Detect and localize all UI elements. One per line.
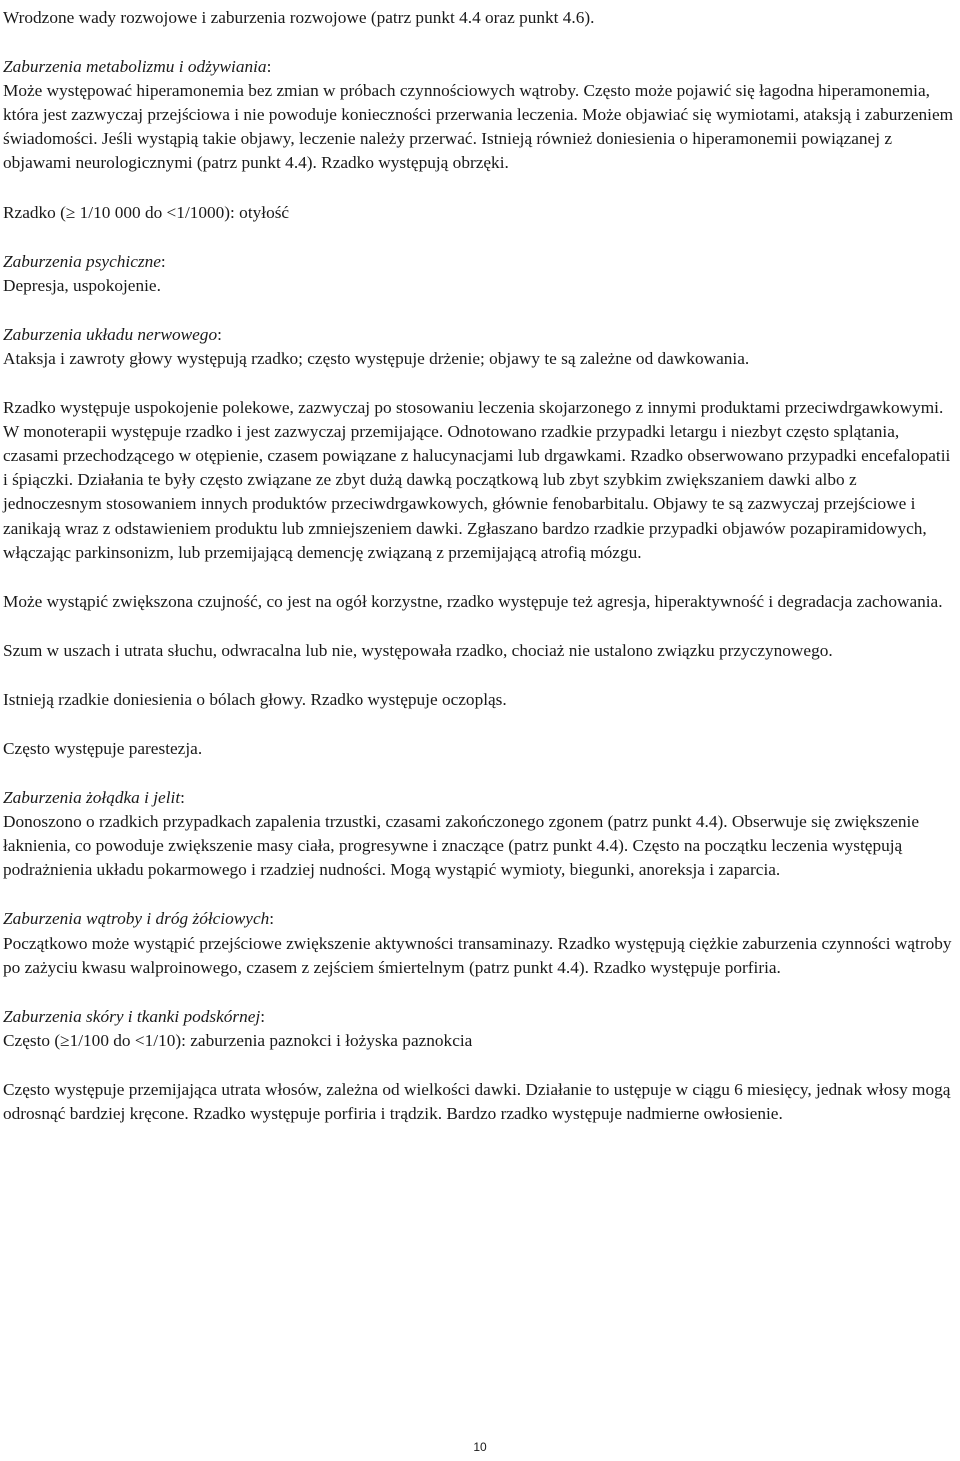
paragraph: Rzadko występuje uspokojenie polekowe, zazwyczaj po stosowaniu leczenia skojarzonego z innymi produktami przeciwdrgawkowymi. W monoterapii występuje rzadko i jest zazwyczaj przemijające. Odnotowano rzadkie przypadki letargu i niezbyt często splątania, czasami przechodzącego w otępienie, czasem powiązane z halucynacjami lub drgawkami. Rzadko obserwowano przypadki encefalopatii i śpiączki. Działania te były często związane ze zbyt dużą dawką początkową lub zbyt szybkim zwiększaniem dawki albo z jednoczesnym stosowaniem innych produktów przeciwdrgawkowych, głównie fenobarbitalu. Objawy te są zazwyczaj przejściowe i zanikają wraz z odstawieniem produktu lub zmniejszeniem dawki. Zgłaszano bardzo rzadkie przypadki objawów pozapiramidowych, włączając parkinsonizm, lub przemijającą demencję związaną z przemijającą atrofią mózgu. [3, 398, 951, 562]
heading-suffix: : [160, 251, 166, 271]
paragraph: Rzadko (≥ 1/10 000 do <1/1000): otyłość [3, 202, 290, 222]
section-heading [3, 907, 959, 931]
paragraph: Często występuje parestezja. [3, 738, 203, 758]
heading-suffix: : [217, 324, 222, 344]
section-gastro [3, 786, 959, 882]
heading-text: Zaburzenia żołądka i jelit [3, 788, 181, 808]
document-body [3, 6, 959, 1126]
section-heading [3, 1005, 959, 1029]
section-heading [3, 250, 959, 274]
paragraph: Często (≥1/100 do <1/10): zaburzenia paznokci i łożyska paznokcia [3, 1030, 473, 1050]
heading-text: Zaburzenia psychiczne [3, 251, 161, 271]
heading-suffix: : [269, 909, 275, 929]
top-line: Wrodzone wady rozwojowe i zaburzenia rozwojowe (patrz punkt 4.4 oraz punkt 4.6). [3, 8, 595, 27]
paragraph: Może występować hiperamonemia bez zmian w próbach czynnościowych wątroby. Często może pojawić się łagodna hiperamonemia, która jest zazwyczaj przejściowa i nie powoduje konieczności przerwania leczenia. Może objawiać się wymiotami, ataksją i zaburzeniem świadomości. Jeśli wystąpią takie objawy, leczenie należy przerwać. Istnieją również doniesienia o hiperamonemii powiązanej z objawami neurologicznymi (patrz punkt 4.4). Rzadko występują obrzęki. [3, 81, 954, 173]
paragraph: Ataksja i zawroty głowy występują rzadko; często występuje drżenie; objawy te są zależne od dawkowania. [3, 348, 750, 368]
page-number: 10 [473, 1440, 487, 1454]
section-skin [3, 1005, 959, 1126]
section-heading [3, 55, 959, 79]
paragraph: Istnieją rzadkie doniesienia o bólach głowy. Rzadko występuje oczopląs. [3, 689, 507, 709]
section-liver [3, 907, 959, 979]
paragraph: Szum w uszach i utrata słuchu, odwracalna lub nie, występowała rzadko, chociaż nie ustalono związku przyczynowego. [3, 640, 833, 660]
heading-text: Zaburzenia wątroby i dróg żółciowych [3, 909, 270, 929]
heading-text: Zaburzenia układu nerwowego [3, 324, 218, 344]
heading-suffix: : [266, 57, 272, 77]
paragraph: Może wystąpić zwiększona czujność, co jest na ogół korzystne, rzadko występuje też agresja, hiperaktywność i degradacja zachowania. [3, 591, 943, 611]
paragraph: Często występuje przemijająca utrata włosów, zależna od wielkości dawki. Działanie to ustępuje w ciągu 6 miesięcy, jednak włosy mogą odrosnąć bardziej kręcone. Rzadko występuje porfiria i trądzik. Bardzo rzadko występuje nadmierne owłosienie. [3, 1079, 951, 1123]
section-nervous [3, 323, 959, 761]
paragraph: Początkowo może wystąpić przejściowe zwiększenie aktywności transaminazy. Rzadko występują ciężkie zaburzenia czynności wątroby po zażyciu kwasu walproinowego, czasem z zejściem śmiertelnym (patrz punkt 4.4). Rzadko występuje porfiria. [3, 933, 952, 977]
heading-suffix: : [260, 1006, 266, 1026]
section-heading [3, 323, 959, 347]
paragraph: Donoszono o rzadkich przypadkach zapalenia trzustki, czasami zakończonego zgonem (patrz punkt 4.4). Obserwuje się zwiększenie łaknienia, co powoduje zwiększenie masy ciała, progresywne i znaczące (patrz punkt 4.4). Często na początku leczenia występują podrażnienia układu pokarmowego i rzadziej nudności. Mogą wystąpić wymioty, biegunki, anoreksja i zaparcia. [3, 812, 920, 880]
section-psychiatric [3, 250, 959, 298]
section-metabolism [3, 55, 959, 225]
heading-suffix: : [180, 788, 185, 808]
heading-text: Zaburzenia metabolizmu i odżywiania [3, 57, 267, 77]
section-heading [3, 786, 959, 810]
paragraph: Depresja, uspokojenie. [3, 275, 161, 295]
heading-text: Zaburzenia skóry i tkanki podskórnej [3, 1006, 261, 1026]
